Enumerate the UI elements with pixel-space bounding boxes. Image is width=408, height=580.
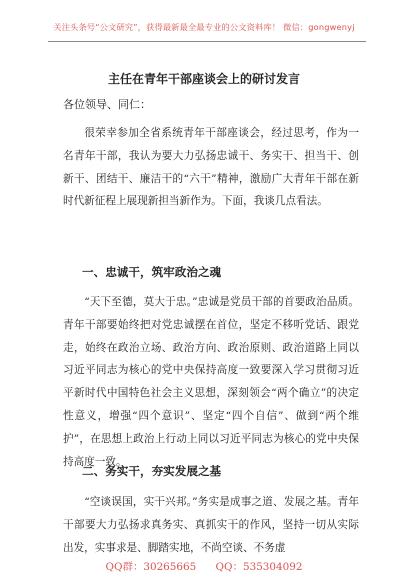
document-title: 主任在青年干部座谈会上的研讨发言 (107, 72, 300, 86)
header-divider (48, 41, 366, 42)
section-heading-1: 一、忠诚干，筑牢政治之魂 (82, 265, 222, 279)
header-banner: 关注头条号“公文研究”，获得最新最全最专业的公文资料库！ 微信：gongwenyj (53, 22, 355, 32)
greeting: 各位领导、同仁： (63, 98, 151, 111)
section-2-paragraph: “空谈误国，实干兴邦。”务实是成事之道、发展之基。青年干部要大力弘扬求真务实、真抓实干的作风，坚持一切从实际出发，实事求是、脚踏实地，不尚空谈、不务虚 (63, 496, 359, 554)
footer-contact: QQ群：30265665 QQ：535304092 (105, 561, 303, 573)
section-1-paragraph: “天下至德，莫大于忠。”忠诚是党员干部的首要政治品质。青年干部要始终把对党忠诚摆在首位，坚定不移听党话、跟党走，始终在政治立场、政治方向、政治原则、政治道路上同以习近平同志为核心的党中央保持高度一致要深入学习贯彻习近平新时代中国特色社会主义思想，深刻领会“两个确立”的决定性意义，增强“四个意识”、坚定“四个自信”、做到“两个维护”，在思想上政治上行动上同以习近平同志为核心的党中央保持高度一致。 (63, 296, 359, 468)
intro-paragraph: 很荣幸参加全省系统青年干部座谈会，经过思考，作为一名青年干部，我认为要大力弘扬忠诚干、务实干、担当干、创新干、团结干、廉洁干的“六干”精神，激励广大青年干部在新时代新征程上展现新担当新作为。下面，我谈几点看法。 (63, 127, 359, 208)
section-heading-2: 二、务实干，夯实发展之基 (82, 464, 222, 478)
